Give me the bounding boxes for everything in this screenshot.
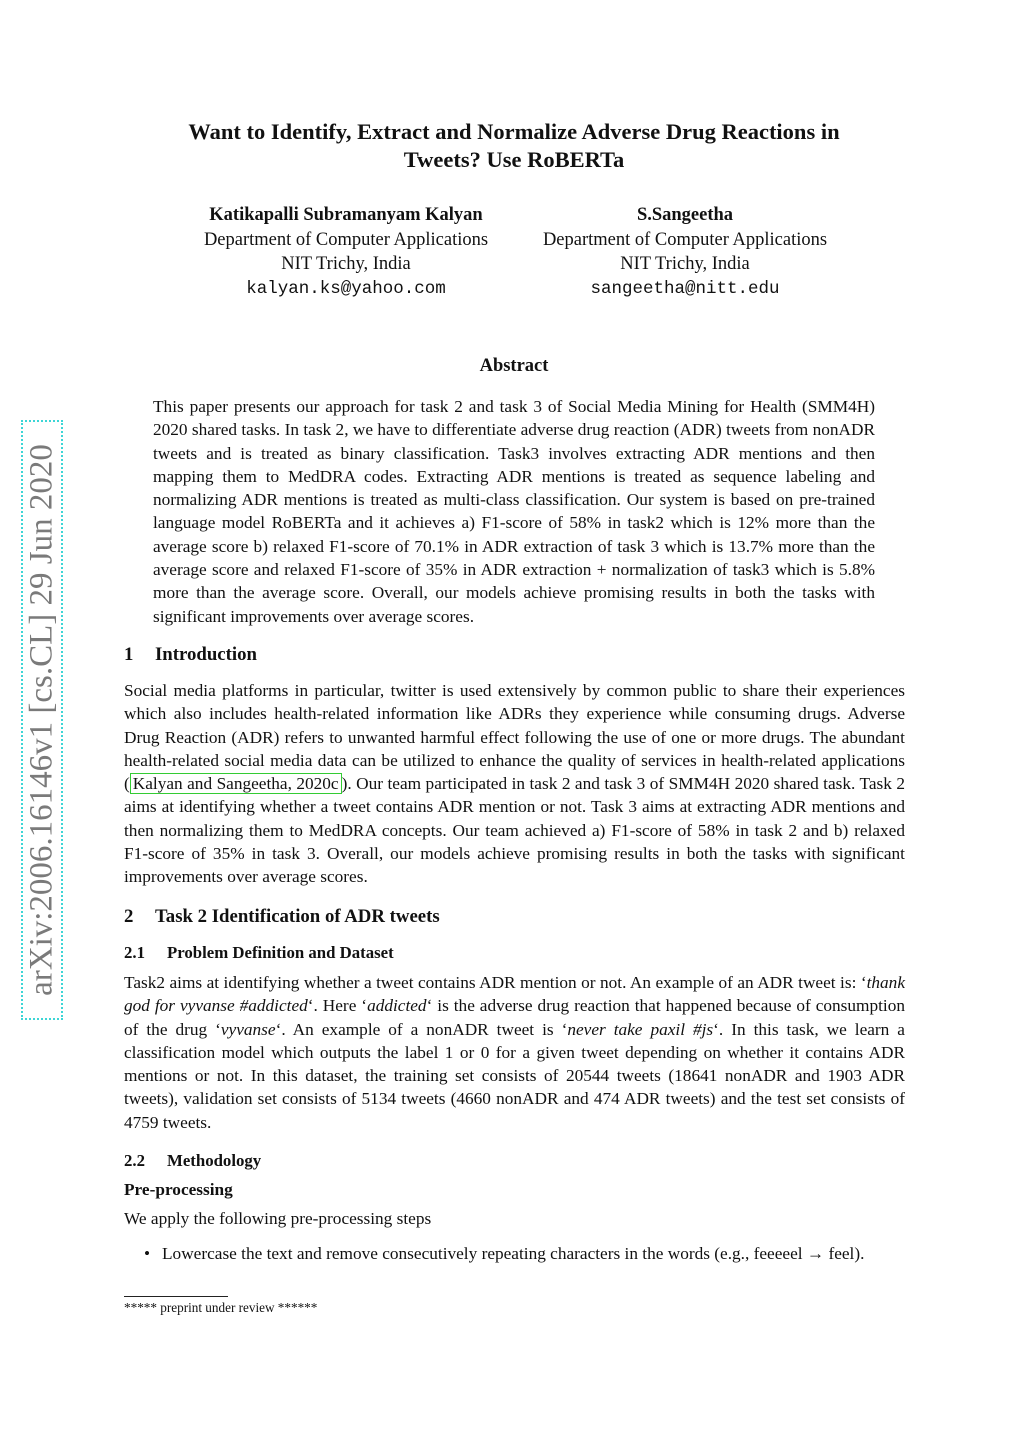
adr-term-example: addicted	[367, 996, 427, 1016]
problem-text: ‘. Here ‘	[307, 996, 368, 1016]
adr-tweet-example: thank god for vyvanse #addicted	[124, 973, 905, 1016]
preprocessing-intro: We apply the following pre-processing steps	[124, 1209, 432, 1228]
footnote-divider	[124, 1296, 228, 1297]
author-institution: NIT Trichy, India	[281, 254, 411, 274]
author-block-1	[166, 203, 526, 301]
nonadr-tweet-example: never take paxil #js	[567, 1019, 714, 1039]
author-block-2	[505, 203, 865, 301]
intro-text-part-1: Social media platforms in particular, twitter is used extensively by common public to share their experiences which also includes health-related information like ADRs they experience while consuming drugs. Adverse Drug Reaction (ADR) refers to unwanted harmful effect following the use of one or more drugs. The abundant health-related social media data can be utilized to enhance the quality of services in health-related applications (	[124, 681, 905, 794]
subsection-number: 2.2	[124, 1151, 145, 1170]
bullet-icon: •	[144, 1244, 151, 1263]
section-title: Task 2 Identification of ADR tweets	[155, 906, 440, 927]
arxiv-identifier[interactable]: arXiv:2006.16146v1 [cs.CL] 29 Jun 2020	[23, 444, 60, 996]
list-item-text: Lowercase the text and remove consecutively repeating characters in the words (e.g., feeeeel → feel).	[162, 1244, 865, 1263]
section-heading-introduction	[124, 643, 257, 667]
subsection-title: Problem Definition and Dataset	[167, 943, 394, 962]
problem-text: ‘. In this task, we learn a classification model which outputs the label 1 or 0 for a given tweet depending on whether it contains ADR mentions or not. In this dataset, the training set consists of 20544 tweets (18641 nonADR and 1903 ADR tweets), validation set consists of 5134 tweets (4660 nonADR and 474 ADR tweets) and the test set consists of 4759 tweets.	[124, 1019, 905, 1132]
author-name: S.Sangeetha	[636, 205, 734, 225]
author-email[interactable]: sangeetha@nitt.edu	[590, 278, 780, 299]
subsection-number: 2.1	[124, 943, 145, 962]
paper-title	[124, 118, 904, 174]
author-department: Department of Computer Applications	[542, 229, 828, 250]
title-line-1: Want to Identify, Extract and Normalize Adverse Drug Reactions in	[188, 119, 840, 144]
drug-name-example: vyvanse	[220, 1019, 276, 1039]
author-department: Department of Computer Applications	[203, 229, 489, 250]
section-number: 1	[124, 644, 134, 665]
introduction-paragraph	[124, 679, 905, 889]
author-name: Katikapalli Subramanyam Kalyan	[209, 205, 483, 225]
preprocessing-heading: Pre-processing	[124, 1180, 233, 1199]
title-line-2: Tweets? Use RoBERTa	[403, 147, 625, 172]
footnote: ***** preprint under review ******	[124, 1300, 318, 1315]
section-title: Introduction	[155, 644, 257, 665]
problem-text: Task2 aims at identifying whether a tweet contains ADR mention or not. An example of an ADR tweet is: ‘	[124, 973, 867, 992]
abstract-text: This paper presents our approach for task 2 and task 3 of Social Media Mining for Health (SMM4H) 2020 shared tasks. In task 2, we have to differentiate adverse drug reaction (ADR) tweets from nonADR tweets and is treated as binary classification. Task3 involves extracting ADR mentions and then mapping them to MedDRA codes. Extracting ADR mentions is treated as sequence labeling and normalizing ADR mentions is treated as multi-class classification. Our system is based on pre-trained language model RoBERTa and it achieves a) F1-score of 58% in task2 which is 12% more than the average score b) relaxed F1-score of 70.1% in ADR extraction of task 3 which is 13.7% more than the average score and relaxed F1-score of 35% in ADR extraction + normalization of task3 which is 5.8% more than the average score. Overall, our models achieve promising results in both the tasks with significant improvements over average scores.	[153, 397, 875, 626]
subsection-heading-problem	[124, 942, 394, 964]
author-institution: NIT Trichy, India	[620, 254, 750, 274]
abstract-heading: Abstract	[479, 356, 549, 376]
intro-text-part-2: ). Our team participated in task 2 and task 3 of SMM4H 2020 shared task. Task 2 aims at identifying whether a tweet contains ADR mention or not. Task 3 aims at extracting ADR mentions and then normalizing them to MedDRA concepts. Our team achieved a) F1-score of 58% in task 2 and b) relaxed F1-score of 35% in task 3. Overall, our models achieve promising results in both the tasks with significant improvements over average scores.	[124, 774, 905, 887]
list-item	[124, 1242, 905, 1265]
preprocessing-steps-list	[124, 1242, 905, 1265]
section-heading-task2	[124, 905, 440, 929]
problem-text: ‘ is the adverse drug reaction that happened because of consumption of the drug ‘	[124, 996, 905, 1039]
subsection-heading-methodology	[124, 1150, 261, 1172]
subsection-title: Methodology	[167, 1151, 262, 1170]
problem-definition-paragraph	[124, 971, 905, 1134]
problem-text: ‘. An example of a nonADR tweet is ‘	[275, 1019, 568, 1039]
author-email[interactable]: kalyan.ks@yahoo.com	[246, 278, 446, 299]
citation-link[interactable]: Kalyan and Sangeetha, 2020c	[130, 773, 342, 794]
section-number: 2	[124, 906, 134, 927]
